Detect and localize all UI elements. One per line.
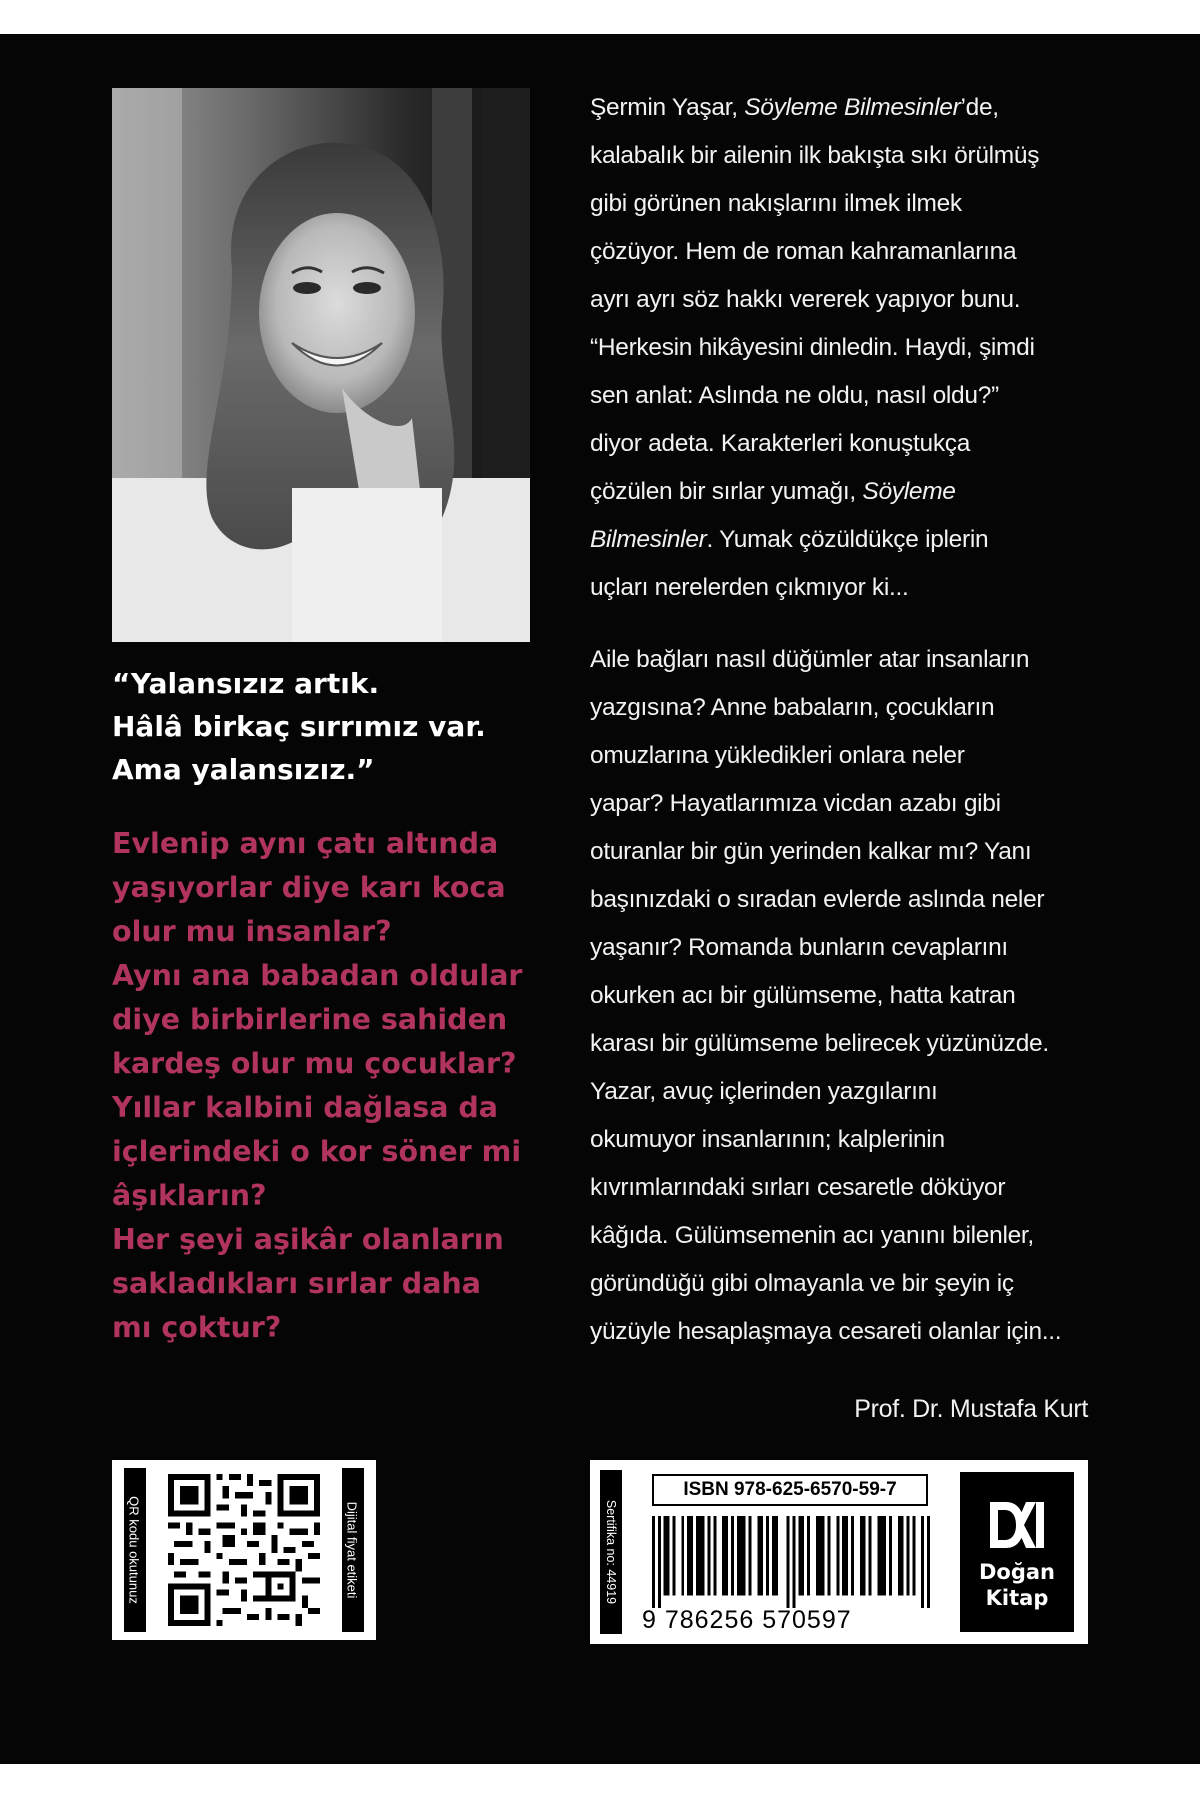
- review-line: diyor adeta. Karakterleri konuştukça: [590, 430, 971, 457]
- tagline-questions: [112, 822, 542, 1350]
- question-line: âşıkların?: [112, 1179, 267, 1212]
- review-line: okurken acı bir gülümseme, hatta katran: [590, 982, 1016, 1009]
- review-line: ayrı ayrı söz hakkı vererek yapıyor bunu.: [590, 286, 1021, 313]
- review-line: omuzlarına yükledikleri onlara neler: [590, 742, 965, 769]
- review-line: yaşanır? Romanda bunların cevaplarını: [590, 934, 1008, 961]
- question-line: olur mu insanlar?: [112, 915, 392, 948]
- review-line: Şermin Yaşar, Söyleme Bilmesinler’de,: [590, 94, 999, 121]
- publisher-name-line1: Doğan: [978, 1560, 1055, 1584]
- publisher-name-line2: Kitap: [985, 1586, 1049, 1610]
- qr-code-icon[interactable]: [168, 1474, 320, 1626]
- question-line: Her şeyi aşikâr olanların: [112, 1223, 504, 1256]
- question-line: sakladıkları sırlar daha: [112, 1267, 481, 1300]
- quote-line: “Yalansızız artık.: [112, 667, 380, 700]
- question-line: Aynı ana babadan oldular: [112, 959, 523, 992]
- publisher-logo: [960, 1472, 1074, 1632]
- review-line: yüzüyle hesaplaşmaya cesareti olanlar için...: [590, 1318, 1062, 1345]
- review-line: oturanlar bir gün yerinden kalkar mı? Yanı: [590, 838, 1032, 865]
- review-line: kâğıda. Gülümsemenin acı yanını bilenler,: [590, 1222, 1034, 1249]
- review-text: [590, 84, 1090, 1356]
- review-line: karası bir gülümseme belirecek yüzünüzde.: [590, 1030, 1049, 1057]
- barcode-icon: [652, 1516, 930, 1608]
- review-line: okumuyor insanlarının; kalplerinin: [590, 1126, 945, 1153]
- review-line: başınızdaki o sıradan evlerde aslında neler: [590, 886, 1045, 913]
- dk-logo-icon: [990, 1502, 1044, 1548]
- review-line: Yazar, avuç içlerinden yazgılarını: [590, 1078, 938, 1105]
- author-photo: [112, 88, 530, 642]
- digital-price-label: [112, 1460, 376, 1640]
- isbn-digits: 9 786256 570597: [642, 1606, 852, 1634]
- review-author: Prof. Dr. Mustafa Kurt: [854, 1395, 1088, 1423]
- qr-instruction-label: QR kodu okutunuz: [126, 1496, 142, 1604]
- digital-price-tag-label: Dijital fiyat etiketi: [344, 1501, 360, 1599]
- question-line: kardeş olur mu çocuklar?: [112, 1047, 517, 1080]
- review-line: gibi görünen nakışlarını ilmek ilmek: [590, 190, 962, 217]
- isbn-block: [590, 1460, 1088, 1644]
- review-line: Aile bağları nasıl düğümler atar insanların: [590, 646, 1030, 673]
- question-line: Evlenip aynı çatı altında: [112, 827, 499, 860]
- question-line: diye birbirlerine sahiden: [112, 1003, 508, 1036]
- review-line: çözüyor. Hem de roman kahramanlarına: [590, 238, 1017, 265]
- isbn-label: ISBN 978-625-6570-59-7: [652, 1474, 928, 1506]
- question-line: yaşıyorlar diye karı koca: [112, 871, 506, 904]
- review-line: “Herkesin hikâyesini dinledin. Haydi, şimdi: [590, 334, 1035, 361]
- quote-line: Ama yalansızız.”: [112, 753, 375, 786]
- certificate-number: Sertifika no: 44919: [604, 1499, 618, 1605]
- review-line: yapar? Hayatlarımıza vicdan azabı gibi: [590, 790, 1001, 817]
- review-line: göründüğü gibi olmayanla ve bir şeyin iç: [590, 1270, 1014, 1297]
- review-line: kıvrımlarındaki sırları cesaretle döküyor: [590, 1174, 1006, 1201]
- question-line: Yıllar kalbini dağlasa da: [112, 1091, 499, 1124]
- pull-quote: [112, 662, 532, 791]
- review-line: kalabalık bir ailenin ilk bakışta sıkı örülmüş: [590, 142, 1040, 169]
- review-line: Bilmesinler. Yumak çözüldükçe iplerin: [590, 526, 989, 553]
- quote-line: Hâlâ birkaç sırrımız var.: [112, 710, 486, 743]
- review-line: sen anlat: Aslında ne oldu, nasıl oldu?”: [590, 382, 999, 409]
- review-line: çözülen bir sırlar yumağı, Söyleme: [590, 478, 956, 505]
- review-line: yazgısına? Anne babaların, çocukların: [590, 694, 995, 721]
- review-line: uçları nerelerden çıkmıyor ki...: [590, 574, 909, 601]
- question-line: içlerindeki o kor söner mi: [112, 1135, 522, 1168]
- question-line: mı çoktur?: [112, 1311, 282, 1344]
